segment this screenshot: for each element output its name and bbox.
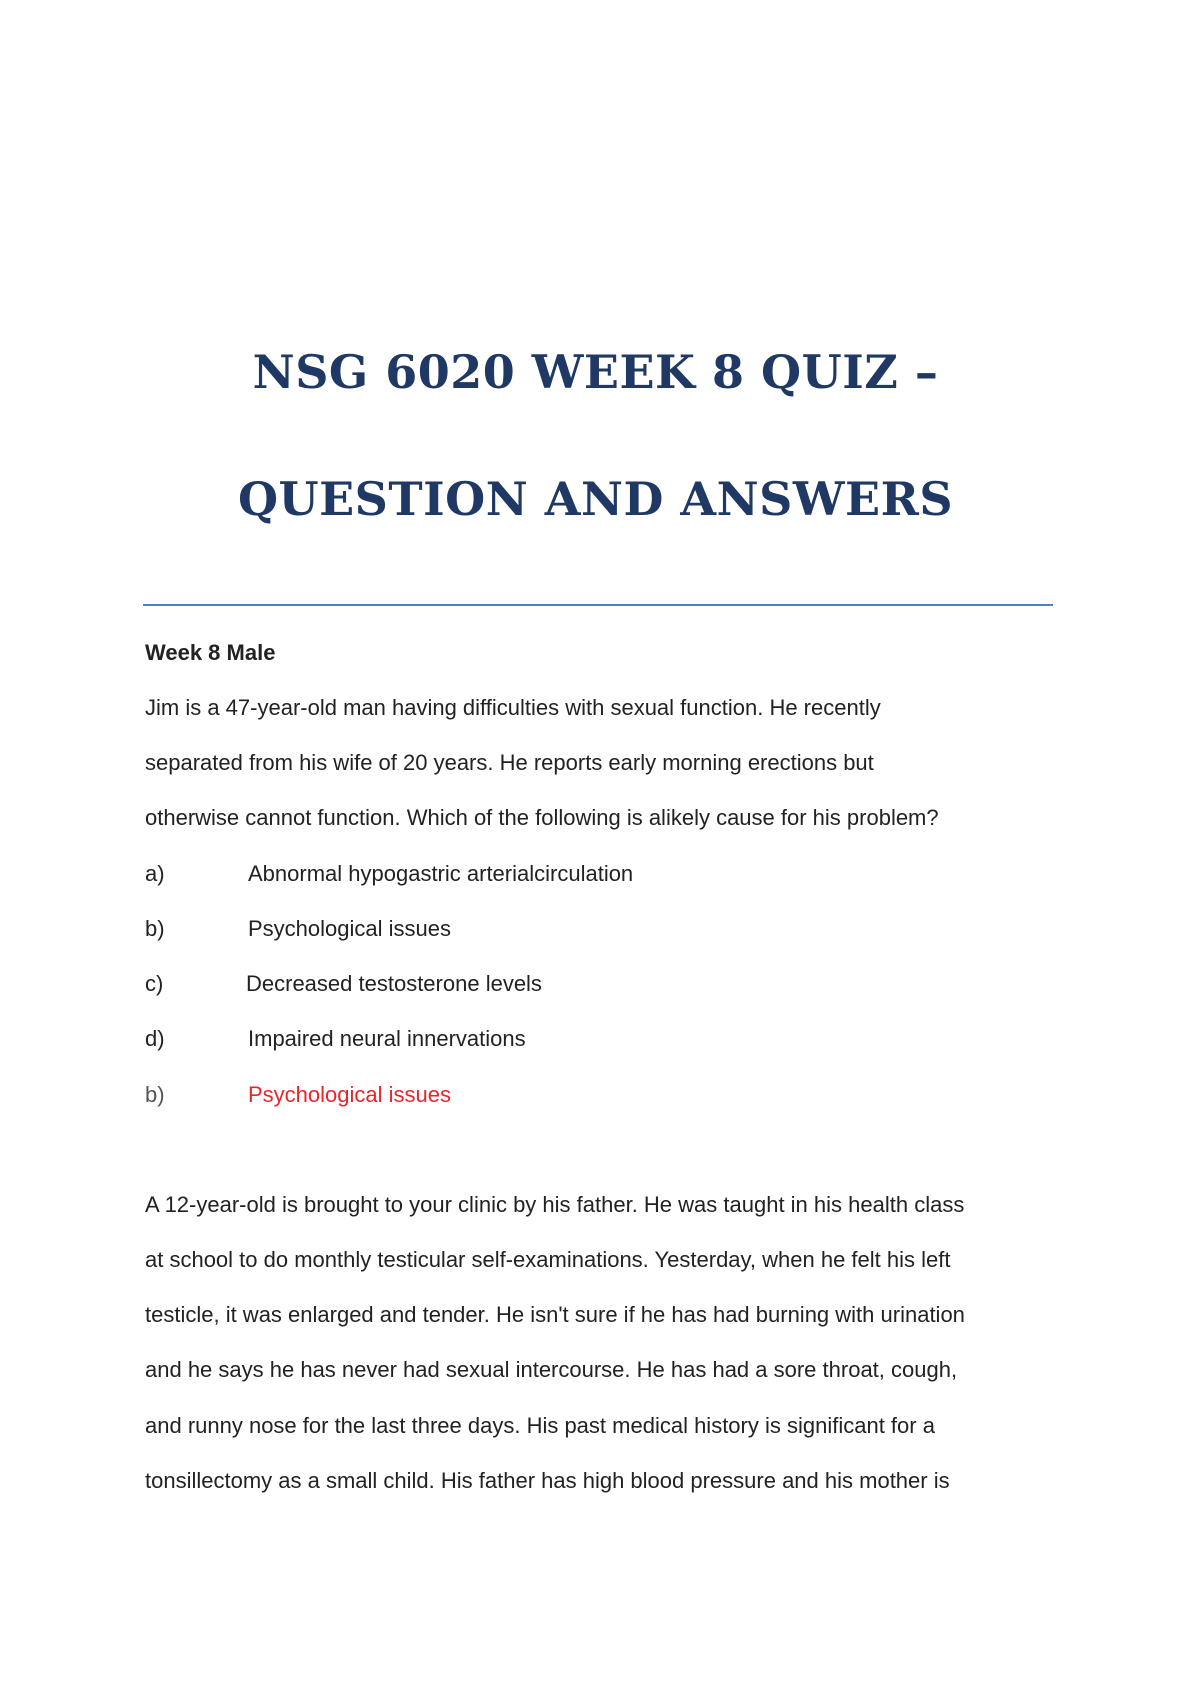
- option-text-a: Abnormal hypogastric arterialcirculation: [248, 861, 634, 886]
- question1-line: Jim is a 47-year-old man having difficulties with sexual function. He recently: [145, 695, 881, 720]
- section-heading: Week 8 Male: [145, 640, 276, 665]
- question2-line: at school to do monthly testicular self-examinations. Yesterday, when he felt his left: [145, 1247, 951, 1272]
- answer-letter: b): [145, 1082, 165, 1107]
- question2-line: A 12-year-old is brought to your clinic by his father. He was taught in his health class: [145, 1192, 965, 1217]
- option-letter-a: a): [145, 861, 165, 886]
- option-text-c: Decreased testosterone levels: [246, 971, 542, 996]
- question2-line: and he says he has never had sexual intercourse. He has had a sore throat, cough,: [145, 1357, 958, 1382]
- answer-text: Psychological issues: [248, 1082, 451, 1107]
- question2-line: tonsillectomy as a small child. His father has high blood pressure and his mother is: [145, 1468, 950, 1493]
- document-title-line-2: QUESTION AND ANSWERS: [237, 472, 954, 526]
- option-text-d: Impaired neural innervations: [248, 1026, 526, 1051]
- option-text-b: Psychological issues: [248, 916, 451, 941]
- question1-line: otherwise cannot function. Which of the following is alikely cause for his problem?: [145, 805, 939, 830]
- option-letter-d: d): [145, 1026, 165, 1051]
- question2-line: and runny nose for the last three days. His past medical history is significant for a: [145, 1413, 935, 1438]
- question2-line: testicle, it was enlarged and tender. He isn't sure if he has had burning with urination: [145, 1302, 965, 1327]
- title-divider: [143, 604, 1053, 606]
- option-letter-b: b): [145, 916, 165, 941]
- option-letter-c: c): [145, 971, 164, 996]
- document-title-line-1: NSG 6020 WEEK 8 QUIZ –: [252, 345, 939, 399]
- question1-line: separated from his wife of 20 years. He reports early morning erections but: [145, 750, 874, 775]
